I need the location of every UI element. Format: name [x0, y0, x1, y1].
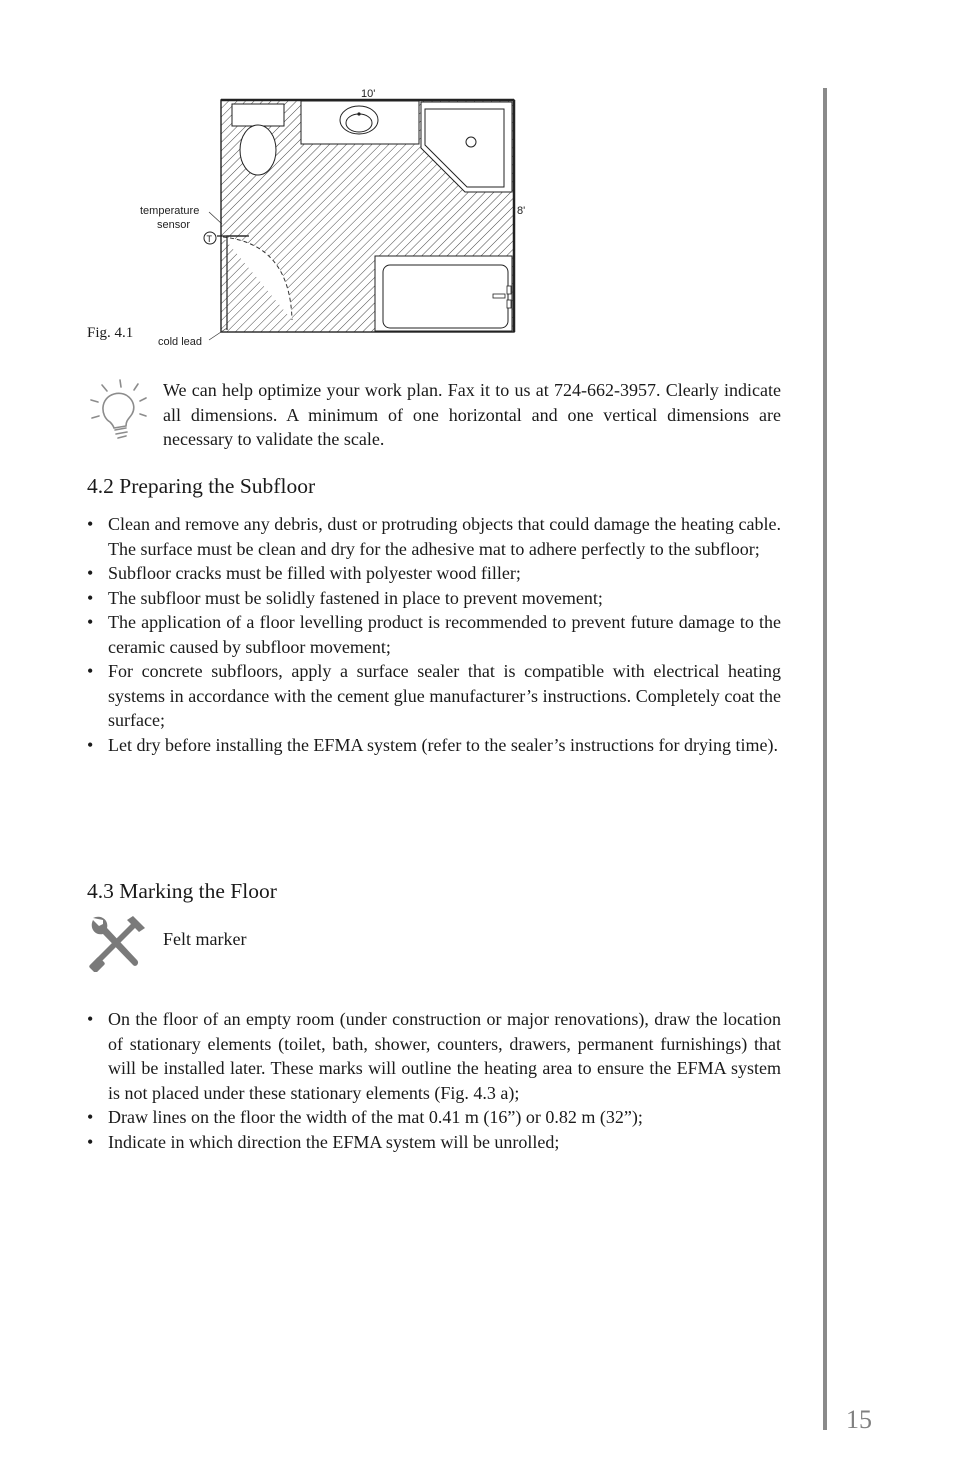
dimension-height: 8' [517, 205, 526, 217]
subfloor-steps-list [87, 512, 781, 757]
list-item: • Draw lines on the floor the width of the mat 0.41 m (16”) or 0.82 m (32”); [87, 1105, 781, 1130]
section-heading-marking-floor: 4.3 Marking the Floor [87, 879, 277, 903]
list-item: • For concrete subfloors, apply a surface sealer that is compatible with electrical heating systems in accordance with the cement glue manufacturer’s instructions. Completely coat the surface; [87, 659, 781, 733]
list-item: • The application of a floor levelling product is recommended to prevent future damage to the ceramic caused by subfloor movement; [87, 610, 781, 659]
list-item: • The subfloor must be solidly fastened in place to prevent movement; [87, 586, 781, 611]
bathtub-fixture [375, 256, 512, 331]
section-heading-preparing-subfloor: 4.2 Preparing the Subfloor [87, 474, 316, 498]
list-item: • On the floor of an empty room (under construction or major renovations), draw the location of stationary elements (toilet, bath, shower, counters, drawers, permanent furnishings) that will be installed later. These marks will outline the heating area to ensure the EFMA system is not placed under these stationary elements (Fig. 4.3 a); [87, 1007, 781, 1105]
lightbulb-icon [88, 378, 152, 444]
marking-steps-list [87, 1007, 781, 1154]
tip-text: We can help optimize your work plan. Fax it to us at 724-662-3957. Clearly indicate all dimensions. A minimum of one horizontal and one vertical dimensions are necessary to validate the scale. [163, 380, 781, 449]
dimension-width: 10' [361, 88, 376, 100]
temperature-sensor-label-2: sensor [157, 219, 191, 231]
sensor-symbol-letter: T [206, 234, 212, 244]
figure-caption: Fig. 4.1 [87, 325, 134, 341]
list-item: • Subfloor cracks must be filled with polyester wood filler; [87, 561, 781, 586]
tools-required-text: Felt marker [163, 929, 247, 949]
tools-icon [87, 914, 149, 972]
cold-lead-label: cold lead [158, 336, 203, 348]
list-item: • Clean and remove any debris, dust or protruding objects that could damage the heating cable. The surface must be clean and dry for the adhesive mat to adhere perfectly to the subfloor; [87, 512, 781, 561]
list-item: • Indicate in which direction the EFMA system will be unrolled; [87, 1130, 781, 1155]
vanity-sink-fixture [301, 101, 419, 144]
margin-rule [823, 88, 827, 1430]
temperature-sensor-label: temperature [140, 205, 200, 217]
floor-plan-diagram [135, 84, 535, 354]
page-number: 15 [846, 1405, 872, 1434]
list-item: • Let dry before installing the EFMA system (refer to the sealer’s instructions for drying time). [87, 733, 781, 758]
